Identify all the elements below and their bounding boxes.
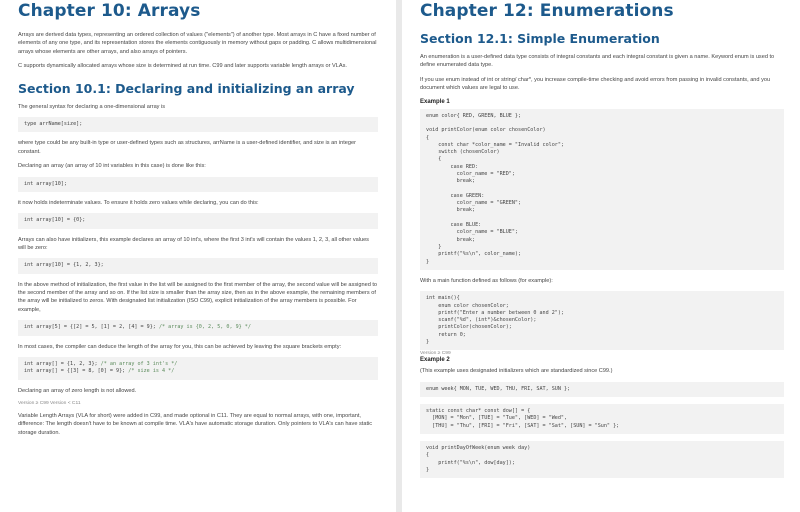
- code-block-syntax: type arrName[size];: [18, 117, 378, 132]
- code-block-init: int array[10] = {1, 2, 3};: [18, 258, 378, 273]
- declare-paragraph: Declaring an array (an array of 10 int variables in this case) is done like this:: [18, 163, 206, 170]
- code-comment: /* size is 4 */: [128, 368, 175, 375]
- chapter-title: Chapter 10: Arrays: [18, 1, 201, 21]
- code-comment: /* an array of 3 int's */: [100, 360, 178, 367]
- code-text: int array[] = {1, 2, 3};: [24, 360, 101, 367]
- method-paragraph: In the above method of initialization, the first value in the list will be assigned to the first member of the array, the second value will be assigned to the second member of the array and so on. If the list size is smaller than the array size, then as in the above example, the remaining members of the array will be initialized to zeros. With designated list initialization (ISO C99), explicit initialization of the array members is possible. For example,: [18, 281, 378, 313]
- section-title: Section 10.1: Declaring and initializing an array: [18, 80, 355, 96]
- version-note: Version ≥ C99 Version < C11: [18, 400, 81, 406]
- code-block-main: int main(){ enum color chosenColor; printf("Enter a number between 0 and 2"); scanf("%d", (int*)&chosenColor); printColor(chosenColor); return 0; }: [420, 291, 784, 350]
- main-paragraph: With a main function defined as follows (for example):: [420, 277, 553, 284]
- use-paragraph: If you use enum instead of int or string/ char*, you increase compile-time checking and avoid errors from passing in invalid constants, and you document which values are legal to use.: [420, 76, 771, 92]
- example2-paragraph: (This example uses designated initializers which are standardized since C99.): [420, 368, 613, 375]
- code-text: int array[5] = {[2] = 5, [1] = 2, [4] = 9};: [24, 324, 159, 331]
- code-comment: /* array is {0, 2, 5, 0, 9} */: [158, 324, 251, 331]
- version-note: Version ≥ C99: [420, 351, 451, 357]
- code-block-deduce: [18, 357, 378, 380]
- left-page: [0, 0, 396, 512]
- deduce-paragraph: In most cases, the compiler can deduce the length of the array for you, this can be achieved by leaving the square brackets empty:: [18, 343, 342, 350]
- intro-paragraph: An enumeration is a user-defined data type consists of integral constants and each integral constant is given a name. Keyword enum is used to define enumerated data type.: [420, 54, 775, 69]
- example-label: Example 1: [420, 98, 450, 105]
- right-page: [402, 0, 800, 512]
- zero-length-paragraph: Declaring an array of zero length is not allowed.: [18, 387, 137, 394]
- intro-paragraph: C supports dynamically allocated arrays whose size is determined at run time. C99 and later supports variable length arrays or VLAs.: [18, 63, 347, 70]
- code-text: int array[] = {[3] = 8, [0] = 9};: [24, 368, 129, 375]
- indeterminate-paragraph: it now holds indeterminate values. To ensure it holds zero values while declaring, you can do this:: [18, 199, 259, 206]
- code-block-week: enum week{ MON, TUE, WED, THU, FRI, SAT, SUN };: [420, 382, 784, 397]
- code-block-static: static const char* const dow[] = { [MON] = "Mon", [TUE] = "Tue", [WED] = "Wed", [THU] = "Thu", [FRI] = "Fri", [SAT] = "Sat", [SUN] = "Sun" };: [420, 404, 784, 434]
- code-block-printday: void printDayOfWeek(enum week day) { printf("%s\n", dow[day]); }: [420, 441, 784, 478]
- chapter-title: Chapter 12: Enumerations: [420, 1, 674, 21]
- code-block-designated: [18, 320, 378, 335]
- vla-paragraph: Variable Length Arrays (VLA for short) were added in C99, and made optional in C11. They are equal to normal arrays, with one, important, difference: The length doesn't have to be known at compile time. VLA's have automatic storage duration. Only pointers to VLA's can have static storage duration.: [18, 412, 373, 436]
- intro-paragraph: Arrays are derived data types, representing an ordered collection of values ("elements") of another type. Most arrays in C have a fixed number of elements of any one type, and its representation stores the elements contiguously in memory without gaps or padding. C allows multidimensional arrays whose elements are other arrays, and also arrays of pointers.: [18, 32, 377, 55]
- code-block-example1: enum color{ RED, GREEN, BLUE }; void printColor(enum color chosenColor) { const char *color_name = "Invalid color"; switch (chosenColor) { case RED: color_name = "RED"; break; case GREEN: color_name = "GREEN"; break; case BLUE: color_name = "BLUE"; break; } printf("%s\n", color_name); }: [420, 109, 784, 270]
- example-label: Example 2: [420, 357, 450, 364]
- code-block-zero: int array[10] = {0};: [18, 213, 378, 228]
- syntax-paragraph: The general syntax for declaring a one-dimensional array is: [18, 103, 166, 110]
- initializers-paragraph: Arrays can also have initializers, this example declares an array of 10 int's, where the first 3 int's will contain the values 1, 2, 3, all other values will be zero:: [18, 236, 369, 251]
- code-block-declare: int array[10];: [18, 177, 378, 192]
- section-title: Section 12.1: Simple Enumeration: [420, 31, 660, 46]
- where-paragraph: where type could be any built-in type or user-defined types such as structures, arrName is a user-defined identifier, and size is an integer constant.: [18, 140, 356, 155]
